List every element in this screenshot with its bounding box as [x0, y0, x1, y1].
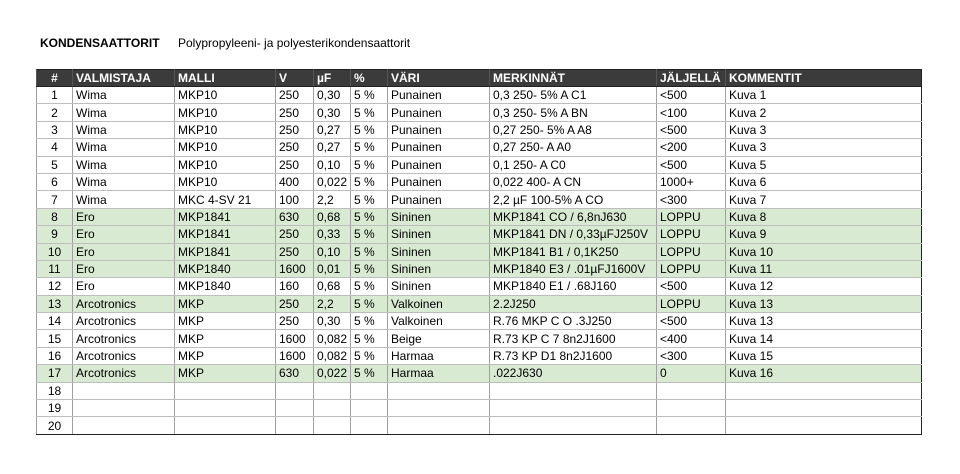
cell-n[interactable]: 20 [37, 417, 73, 434]
cell-v[interactable]: 1600 [276, 260, 314, 277]
cell-uf[interactable] [314, 417, 351, 434]
cell-vari[interactable]: Punainen [388, 191, 490, 208]
col-header-number[interactable]: # [37, 70, 73, 87]
cell-n[interactable]: 5 [37, 156, 73, 173]
table-row [37, 191, 922, 208]
cell-v[interactable]: 630 [276, 208, 314, 225]
cell-vari[interactable]: Sininen [388, 260, 490, 277]
cell-v[interactable]: 630 [276, 365, 314, 382]
cell-merkinnat[interactable]: MKP1841 DN / 0,33µFJ250V [490, 226, 657, 243]
cell-kommentit[interactable]: Kuva 2 [726, 104, 922, 121]
cell-v[interactable] [276, 382, 314, 399]
cell-vari[interactable] [388, 382, 490, 399]
cell-v[interactable]: 250 [276, 226, 314, 243]
table-row [37, 365, 922, 382]
cell-vari[interactable]: Sininen [388, 226, 490, 243]
cell-uf[interactable]: 0,01 [314, 260, 351, 277]
cell-malli[interactable]: MKP [175, 313, 276, 330]
cell-n[interactable]: 14 [37, 313, 73, 330]
cell-merkinnat[interactable] [490, 382, 657, 399]
cell-malli[interactable] [175, 417, 276, 434]
cell-v[interactable]: 250 [276, 139, 314, 156]
table-row [37, 330, 922, 347]
cell-valmistaja[interactable]: Wima [73, 121, 175, 138]
cell-pct[interactable]: 5 % [351, 347, 388, 364]
cell-vari[interactable]: Punainen [388, 121, 490, 138]
cell-pct[interactable]: 5 % [351, 365, 388, 382]
cell-n[interactable]: 10 [37, 243, 73, 260]
cell-malli[interactable]: MKP10 [175, 104, 276, 121]
cell-merkinnat[interactable]: MKP1840 E1 / .68J160 [490, 278, 657, 295]
cell-valmistaja[interactable]: Wima [73, 139, 175, 156]
cell-n[interactable]: 17 [37, 365, 73, 382]
cell-jaljella[interactable]: <500 [657, 121, 726, 138]
cell-merkinnat[interactable]: 0,3 250- 5% A C1 [490, 87, 657, 104]
cell-vari[interactable]: Punainen [388, 156, 490, 173]
cell-kommentit[interactable] [726, 417, 922, 434]
cell-pct[interactable]: 5 % [351, 104, 388, 121]
table-row [37, 104, 922, 121]
cell-n[interactable]: 2 [37, 104, 73, 121]
cell-n[interactable]: 4 [37, 139, 73, 156]
cell-pct[interactable]: 5 % [351, 87, 388, 104]
cell-vari[interactable]: Punainen [388, 139, 490, 156]
table-row [37, 87, 922, 104]
cell-n[interactable]: 18 [37, 382, 73, 399]
cell-kommentit[interactable] [726, 400, 922, 417]
cell-vari[interactable]: Punainen [388, 104, 490, 121]
table-header-row [37, 70, 922, 87]
cell-v[interactable] [276, 400, 314, 417]
cell-vari[interactable]: Punainen [388, 87, 490, 104]
cell-valmistaja[interactable]: Arcotronics [73, 365, 175, 382]
cell-valmistaja[interactable] [73, 400, 175, 417]
cell-n[interactable]: 9 [37, 226, 73, 243]
cell-n[interactable]: 16 [37, 347, 73, 364]
cell-jaljella[interactable]: 0 [657, 365, 726, 382]
cell-valmistaja[interactable]: Wima [73, 191, 175, 208]
cell-uf[interactable]: 0,082 [314, 330, 351, 347]
cell-v[interactable]: 250 [276, 243, 314, 260]
cell-n[interactable]: 8 [37, 208, 73, 225]
table-row [37, 156, 922, 173]
cell-valmistaja[interactable] [73, 382, 175, 399]
page-title: KONDENSAATTORIT [40, 36, 160, 50]
cell-n[interactable]: 6 [37, 173, 73, 190]
cell-jaljella[interactable]: LOPPU [657, 295, 726, 312]
cell-pct[interactable] [351, 382, 388, 399]
cell-merkinnat[interactable]: R.73 KP D1 8n2J1600 [490, 347, 657, 364]
cell-pct[interactable] [351, 417, 388, 434]
cell-pct[interactable]: 5 % [351, 260, 388, 277]
cell-valmistaja[interactable]: Ero [73, 226, 175, 243]
table-row [37, 260, 922, 277]
cell-malli[interactable]: MKP1840 [175, 278, 276, 295]
cell-v[interactable]: 250 [276, 313, 314, 330]
table-row [37, 400, 922, 417]
cell-merkinnat[interactable] [490, 417, 657, 434]
cell-jaljella[interactable]: <500 [657, 156, 726, 173]
table-row [37, 208, 922, 225]
cell-uf[interactable]: 2,2 [314, 191, 351, 208]
cell-malli[interactable]: MKP10 [175, 121, 276, 138]
table-row [37, 313, 922, 330]
cell-uf[interactable]: 0,27 [314, 121, 351, 138]
cell-v[interactable]: 250 [276, 295, 314, 312]
cell-valmistaja[interactable]: Ero [73, 243, 175, 260]
cell-merkinnat[interactable]: R.76 MKP C O .3J250 [490, 313, 657, 330]
cell-uf[interactable]: 0,10 [314, 243, 351, 260]
cell-merkinnat[interactable]: 2.2J250 [490, 295, 657, 312]
cell-pct[interactable]: 5 % [351, 139, 388, 156]
cell-kommentit[interactable]: Kuva 8 [726, 208, 922, 225]
col-header-valmistaja[interactable]: VALMISTAJA [73, 70, 175, 87]
cell-n[interactable]: 15 [37, 330, 73, 347]
page-subtitle: Polypropyleeni- ja polyesterikondensaattorit [178, 36, 411, 50]
cell-uf[interactable] [314, 382, 351, 399]
cell-v[interactable]: 160 [276, 278, 314, 295]
cell-vari[interactable]: Valkoinen [388, 295, 490, 312]
cell-malli[interactable]: MKP1841 [175, 208, 276, 225]
cell-valmistaja[interactable]: Ero [73, 208, 175, 225]
col-header-merkinnat[interactable]: MERKINNÄT [490, 70, 657, 87]
cell-n[interactable]: 19 [37, 400, 73, 417]
cell-jaljella[interactable]: <300 [657, 191, 726, 208]
cell-merkinnat[interactable]: 2,2 µF 100-5% A CO [490, 191, 657, 208]
cell-malli[interactable]: MKP10 [175, 173, 276, 190]
cell-pct[interactable]: 5 % [351, 191, 388, 208]
cell-kommentit[interactable]: Kuva 3 [726, 139, 922, 156]
cell-malli[interactable]: MKP10 [175, 156, 276, 173]
cell-jaljella[interactable]: <100 [657, 104, 726, 121]
cell-jaljella[interactable]: LOPPU [657, 226, 726, 243]
cell-malli[interactable]: MKP [175, 295, 276, 312]
cell-jaljella[interactable]: <500 [657, 278, 726, 295]
col-header-malli[interactable]: MALLI [175, 70, 276, 87]
table-row [37, 226, 922, 243]
cell-merkinnat[interactable]: 0,1 250- A C0 [490, 156, 657, 173]
cell-kommentit[interactable]: Kuva 11 [726, 260, 922, 277]
cell-kommentit[interactable]: Kuva 13 [726, 313, 922, 330]
cell-jaljella[interactable]: <300 [657, 347, 726, 364]
cell-vari[interactable]: Sininen [388, 208, 490, 225]
cell-merkinnat[interactable]: MKP1841 B1 / 0,1K250 [490, 243, 657, 260]
table-row [37, 295, 922, 312]
cell-uf[interactable]: 0,30 [314, 87, 351, 104]
cell-malli[interactable]: MKP [175, 330, 276, 347]
cell-vari[interactable]: Harmaa [388, 347, 490, 364]
cell-vari[interactable] [388, 417, 490, 434]
cell-malli[interactable]: MKP [175, 365, 276, 382]
cell-n[interactable]: 11 [37, 260, 73, 277]
cell-kommentit[interactable]: Kuva 6 [726, 173, 922, 190]
cell-uf[interactable]: 0,022 [314, 173, 351, 190]
table-body [37, 87, 922, 435]
cell-pct[interactable]: 5 % [351, 330, 388, 347]
cell-merkinnat[interactable] [490, 400, 657, 417]
cell-uf[interactable]: 0,27 [314, 139, 351, 156]
cell-v[interactable]: 250 [276, 87, 314, 104]
cell-pct[interactable]: 5 % [351, 208, 388, 225]
cell-jaljella[interactable]: <500 [657, 87, 726, 104]
cell-valmistaja[interactable]: Wima [73, 87, 175, 104]
cell-uf[interactable]: 0,30 [314, 104, 351, 121]
col-header-uf[interactable]: µF [314, 70, 351, 87]
cell-jaljella[interactable]: LOPPU [657, 260, 726, 277]
cell-malli[interactable]: MKP [175, 347, 276, 364]
cell-pct[interactable]: 5 % [351, 278, 388, 295]
cell-kommentit[interactable]: Kuva 9 [726, 226, 922, 243]
cell-pct[interactable]: 5 % [351, 173, 388, 190]
cell-vari[interactable]: Sininen [388, 243, 490, 260]
cell-vari[interactable]: Beige [388, 330, 490, 347]
cell-n[interactable]: 1 [37, 87, 73, 104]
cell-vari[interactable] [388, 400, 490, 417]
table-row [37, 382, 922, 399]
cell-jaljella[interactable] [657, 400, 726, 417]
table-row [37, 347, 922, 364]
cell-vari[interactable]: Harmaa [388, 365, 490, 382]
cell-pct[interactable]: 5 % [351, 121, 388, 138]
cell-pct[interactable] [351, 400, 388, 417]
col-header-v[interactable]: V [276, 70, 314, 87]
cell-valmistaja[interactable]: Arcotronics [73, 313, 175, 330]
capacitor-table [36, 69, 922, 435]
cell-kommentit[interactable]: Kuva 14 [726, 330, 922, 347]
cell-merkinnat[interactable]: 0,3 250- 5% A BN [490, 104, 657, 121]
cell-merkinnat[interactable]: MKP1840 E3 / .01µFJ1600V [490, 260, 657, 277]
cell-merkinnat[interactable]: 0,27 250- A A0 [490, 139, 657, 156]
cell-uf[interactable]: 0,082 [314, 347, 351, 364]
cell-n[interactable]: 3 [37, 121, 73, 138]
cell-pct[interactable]: 5 % [351, 313, 388, 330]
cell-kommentit[interactable]: Kuva 7 [726, 191, 922, 208]
cell-malli[interactable]: MKC 4-SV 21 [175, 191, 276, 208]
cell-malli[interactable]: MKP10 [175, 139, 276, 156]
cell-merkinnat[interactable]: R.73 KP C 7 8n2J1600 [490, 330, 657, 347]
cell-kommentit[interactable]: Kuva 13 [726, 295, 922, 312]
cell-malli[interactable]: MKP1841 [175, 243, 276, 260]
cell-v[interactable]: 1600 [276, 330, 314, 347]
cell-valmistaja[interactable]: Arcotronics [73, 295, 175, 312]
cell-malli[interactable]: MKP10 [175, 87, 276, 104]
cell-v[interactable]: 250 [276, 104, 314, 121]
cell-kommentit[interactable] [726, 382, 922, 399]
cell-valmistaja[interactable]: Ero [73, 278, 175, 295]
cell-n[interactable]: 7 [37, 191, 73, 208]
cell-merkinnat[interactable]: MKP1841 CO / 6,8nJ630 [490, 208, 657, 225]
cell-valmistaja[interactable] [73, 417, 175, 434]
cell-v[interactable]: 400 [276, 173, 314, 190]
cell-uf[interactable]: 0,022 [314, 365, 351, 382]
table-row [37, 173, 922, 190]
cell-merkinnat[interactable]: .022J630 [490, 365, 657, 382]
cell-jaljella[interactable]: <400 [657, 330, 726, 347]
cell-vari[interactable]: Punainen [388, 173, 490, 190]
cell-valmistaja[interactable]: Arcotronics [73, 330, 175, 347]
cell-v[interactable]: 250 [276, 156, 314, 173]
cell-jaljella[interactable] [657, 417, 726, 434]
cell-v[interactable] [276, 417, 314, 434]
cell-kommentit[interactable]: Kuva 12 [726, 278, 922, 295]
cell-pct[interactable]: 5 % [351, 243, 388, 260]
cell-uf[interactable]: 0,33 [314, 226, 351, 243]
cell-kommentit[interactable]: Kuva 3 [726, 121, 922, 138]
cell-kommentit[interactable]: Kuva 10 [726, 243, 922, 260]
cell-malli[interactable]: MKP1840 [175, 260, 276, 277]
cell-pct[interactable]: 5 % [351, 156, 388, 173]
col-header-percent[interactable]: % [351, 70, 388, 87]
cell-merkinnat[interactable]: 0,27 250- 5% A A8 [490, 121, 657, 138]
cell-uf[interactable]: 0,68 [314, 208, 351, 225]
cell-valmistaja[interactable]: Wima [73, 156, 175, 173]
cell-kommentit[interactable]: Kuva 1 [726, 87, 922, 104]
cell-valmistaja[interactable]: Wima [73, 104, 175, 121]
cell-jaljella[interactable]: <500 [657, 313, 726, 330]
cell-jaljella[interactable]: 1000+ [657, 173, 726, 190]
table-row [37, 417, 922, 434]
cell-valmistaja[interactable]: Wima [73, 173, 175, 190]
cell-vari[interactable]: Valkoinen [388, 313, 490, 330]
cell-pct[interactable]: 5 % [351, 226, 388, 243]
col-header-vari[interactable]: VÄRI [388, 70, 490, 87]
cell-merkinnat[interactable]: 0,022 400- A CN [490, 173, 657, 190]
cell-valmistaja[interactable]: Arcotronics [73, 347, 175, 364]
cell-v[interactable]: 100 [276, 191, 314, 208]
cell-vari[interactable]: Sininen [388, 278, 490, 295]
col-header-kommentit[interactable]: KOMMENTIT [726, 70, 922, 87]
cell-malli[interactable] [175, 400, 276, 417]
cell-n[interactable]: 12 [37, 278, 73, 295]
table-row [37, 121, 922, 138]
cell-uf[interactable]: 0,30 [314, 313, 351, 330]
cell-jaljella[interactable]: <200 [657, 139, 726, 156]
cell-uf[interactable]: 0,10 [314, 156, 351, 173]
cell-jaljella[interactable] [657, 382, 726, 399]
cell-v[interactable]: 1600 [276, 347, 314, 364]
cell-malli[interactable]: MKP1841 [175, 226, 276, 243]
cell-jaljella[interactable]: LOPPU [657, 208, 726, 225]
cell-kommentit[interactable]: Kuva 15 [726, 347, 922, 364]
cell-pct[interactable]: 5 % [351, 295, 388, 312]
table-row [37, 139, 922, 156]
cell-uf[interactable]: 0,68 [314, 278, 351, 295]
cell-jaljella[interactable]: LOPPU [657, 243, 726, 260]
cell-n[interactable]: 13 [37, 295, 73, 312]
cell-kommentit[interactable]: Kuva 5 [726, 156, 922, 173]
cell-malli[interactable] [175, 382, 276, 399]
table-row [37, 278, 922, 295]
cell-uf[interactable]: 2,2 [314, 295, 351, 312]
cell-kommentit[interactable]: Kuva 16 [726, 365, 922, 382]
table-row [37, 243, 922, 260]
cell-valmistaja[interactable]: Ero [73, 260, 175, 277]
cell-uf[interactable] [314, 400, 351, 417]
cell-v[interactable]: 250 [276, 121, 314, 138]
col-header-jaljella[interactable]: JÄLJELLÄ [657, 70, 726, 87]
